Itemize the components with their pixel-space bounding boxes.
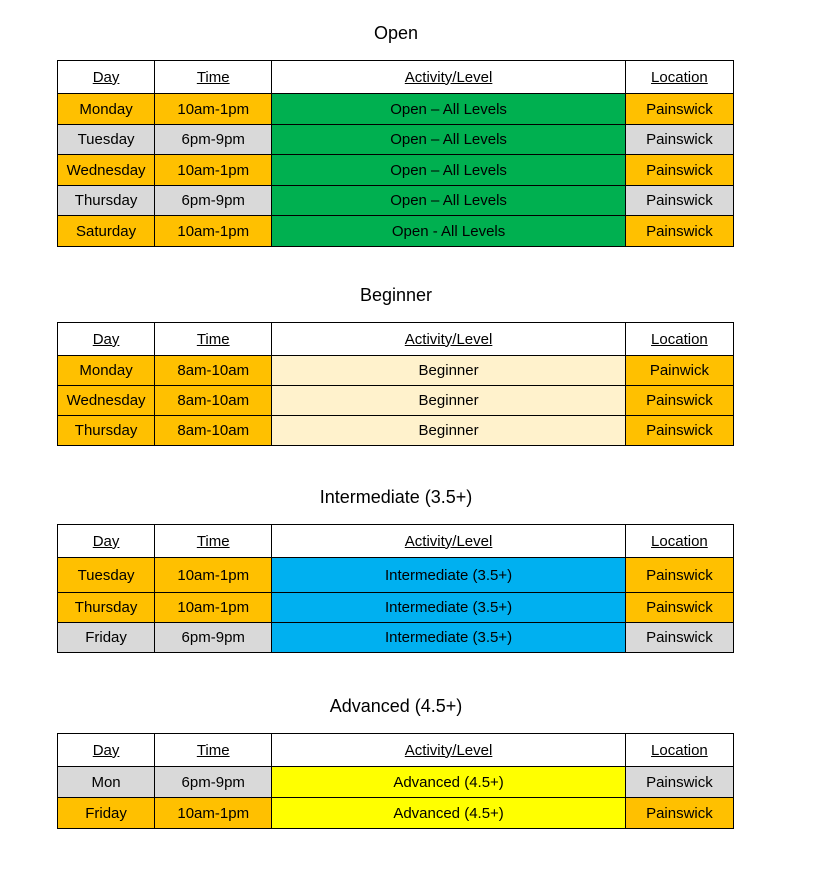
day-cell: Thursday — [58, 416, 155, 446]
day-cell: Wednesday — [58, 386, 155, 416]
header-day: Day — [58, 61, 155, 94]
header-location: Location — [625, 734, 733, 767]
day-cell: Saturday — [58, 216, 155, 247]
activity-cell: Open – All Levels — [272, 186, 626, 216]
section-title-advanced: Advanced (4.5+) — [329, 696, 463, 716]
table-row — [58, 798, 734, 829]
time-cell: 6pm-9pm — [155, 125, 272, 155]
time-cell: 6pm-9pm — [155, 186, 272, 216]
time-cell: 10am-1pm — [155, 558, 272, 593]
table-header-row — [58, 734, 734, 767]
schedule-table-advanced — [57, 733, 734, 829]
day-cell: Friday — [58, 623, 155, 653]
day-cell: Tuesday — [58, 125, 155, 155]
activity-cell: Beginner — [272, 386, 626, 416]
schedule-table-beginner — [57, 322, 734, 446]
day-cell: Monday — [58, 94, 155, 125]
location-cell: Painswick — [625, 558, 733, 593]
location-cell: Painswick — [625, 767, 733, 798]
time-cell: 10am-1pm — [155, 216, 272, 247]
table-row — [58, 558, 734, 593]
activity-cell: Intermediate (3.5+) — [272, 623, 626, 653]
location-cell: Painswick — [625, 623, 733, 653]
activity-cell: Advanced (4.5+) — [272, 798, 626, 829]
time-cell: 8am-10am — [155, 356, 272, 386]
activity-cell: Advanced (4.5+) — [272, 767, 626, 798]
header-activity: Activity/Level — [272, 61, 626, 94]
header-location: Location — [625, 61, 733, 94]
time-cell: 10am-1pm — [155, 94, 272, 125]
table-row — [58, 416, 734, 446]
header-activity: Activity/Level — [272, 525, 626, 558]
header-day: Day — [58, 323, 155, 356]
table-row — [58, 155, 734, 186]
activity-cell: Open – All Levels — [272, 125, 626, 155]
time-cell: 10am-1pm — [155, 155, 272, 186]
table-row — [58, 767, 734, 798]
activity-cell: Intermediate (3.5+) — [272, 558, 626, 593]
time-cell: 8am-10am — [155, 386, 272, 416]
table-header-row — [58, 323, 734, 356]
header-location: Location — [625, 323, 733, 356]
header-time: Time — [155, 323, 272, 356]
day-cell: Thursday — [58, 186, 155, 216]
activity-cell: Open - All Levels — [272, 216, 626, 247]
activity-cell: Open – All Levels — [272, 94, 626, 125]
activity-cell: Beginner — [272, 356, 626, 386]
table-row — [58, 125, 734, 155]
header-location: Location — [625, 525, 733, 558]
time-cell: 6pm-9pm — [155, 623, 272, 653]
time-cell: 8am-10am — [155, 416, 272, 446]
day-cell: Tuesday — [58, 558, 155, 593]
section-title-beginner: Beginner — [359, 285, 433, 305]
day-cell: Wednesday — [58, 155, 155, 186]
schedule-table-open — [57, 60, 734, 247]
header-time: Time — [155, 525, 272, 558]
location-cell: Painswick — [625, 386, 733, 416]
table-row — [58, 216, 734, 247]
header-activity: Activity/Level — [272, 323, 626, 356]
activity-cell: Intermediate (3.5+) — [272, 593, 626, 623]
activity-cell: Beginner — [272, 416, 626, 446]
day-cell: Friday — [58, 798, 155, 829]
day-cell: Monday — [58, 356, 155, 386]
table-row — [58, 94, 734, 125]
header-day: Day — [58, 734, 155, 767]
header-day: Day — [58, 525, 155, 558]
table-row — [58, 623, 734, 653]
schedule-table-intermediate — [57, 524, 734, 653]
table-row — [58, 356, 734, 386]
day-cell: Mon — [58, 767, 155, 798]
section-title-intermediate: Intermediate (3.5+) — [319, 487, 473, 507]
location-cell: Painswick — [625, 416, 733, 446]
location-cell: Painswick — [625, 155, 733, 186]
time-cell: 10am-1pm — [155, 798, 272, 829]
header-time: Time — [155, 61, 272, 94]
table-row — [58, 593, 734, 623]
location-cell: Painswick — [625, 798, 733, 829]
time-cell: 10am-1pm — [155, 593, 272, 623]
activity-cell: Open – All Levels — [272, 155, 626, 186]
section-title-open: Open — [373, 23, 419, 43]
table-header-row — [58, 525, 734, 558]
header-activity: Activity/Level — [272, 734, 626, 767]
location-cell: Painswick — [625, 216, 733, 247]
location-cell: Painwick — [625, 356, 733, 386]
table-row — [58, 186, 734, 216]
location-cell: Painswick — [625, 186, 733, 216]
day-cell: Thursday — [58, 593, 155, 623]
time-cell: 6pm-9pm — [155, 767, 272, 798]
table-header-row — [58, 61, 734, 94]
location-cell: Painswick — [625, 593, 733, 623]
location-cell: Painswick — [625, 94, 733, 125]
location-cell: Painswick — [625, 125, 733, 155]
table-row — [58, 386, 734, 416]
header-time: Time — [155, 734, 272, 767]
